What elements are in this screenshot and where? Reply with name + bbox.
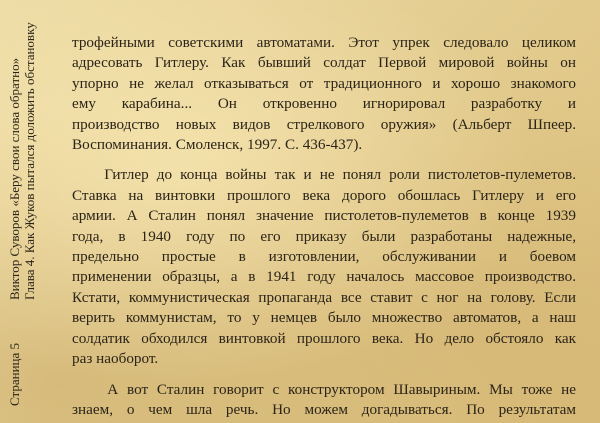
- text-line: знаем, о чем шла речь. Но можем догадываться. По результатам: [72, 400, 576, 418]
- text-line: производство новых видов стрелкового оружия» (Альберт Шпеер.: [72, 115, 576, 133]
- text-line: Гитлер до конца войны так и не понял роли пистолетов-пулеметов.: [72, 166, 576, 184]
- book-title: Виктор Суворов «Беру свои слова обратно»: [7, 57, 22, 300]
- text-line: солдатик обходился винтовкой прошлого века. Но дело обстояло как: [72, 329, 576, 347]
- text-line: упорно не желал отказываться от традиционного и хорошо знакомого: [72, 74, 576, 92]
- page-number: Страница 5: [7, 342, 22, 406]
- text-line: армии. А Сталин понял значение пистолетов-пулеметов в конце 1939: [72, 207, 576, 225]
- text-line: ему карабина... Он откровенно игнорировал разработку и: [72, 95, 576, 113]
- sidebar-row-1: [8, 22, 23, 406]
- text-line: применении образцы, а в 1941 году началось массовое производство.: [72, 268, 576, 286]
- text-line: трофейными советскими автоматами. Этот упрек следовало целиком: [72, 34, 576, 51]
- paragraph-1: [72, 33, 576, 155]
- text-line: года, в 1940 году по его приказу были разработаны надежные,: [72, 227, 576, 245]
- text-line: верить коммунистам, то у немцев было множество автоматов, а наш: [72, 309, 576, 327]
- text-line: А вот Сталин говорит с конструктором Шавыриным. Мы тоже не: [72, 380, 576, 398]
- text-line: раз наоборот.: [72, 350, 159, 368]
- text-line: Ставка на винтовки прошлого века дорого обошлась Гитлеру и его: [72, 186, 576, 204]
- text-line: предельно простые в изготовлении, обслуживании и боевом: [72, 248, 576, 266]
- chapter-title: Глава 4. Как Жуков пытался доложить обстановку: [21, 22, 37, 300]
- text-line: Воспоминания. Смоленск, 1997. С. 436-437).: [72, 136, 363, 154]
- text-line: Кстати, коммунистическая пропаганда все ставит с ног на голову. Если: [72, 288, 576, 306]
- sidebar-text: [8, 22, 37, 406]
- page-sidebar: [0, 0, 62, 423]
- text-line: адресовать Гитлеру. Как бывший солдат Первой мировой войны он: [72, 54, 576, 72]
- paragraph-3: [72, 380, 576, 421]
- sidebar-row-2: [23, 22, 38, 406]
- page-body: [72, 33, 576, 420]
- paragraph-2: [72, 165, 576, 369]
